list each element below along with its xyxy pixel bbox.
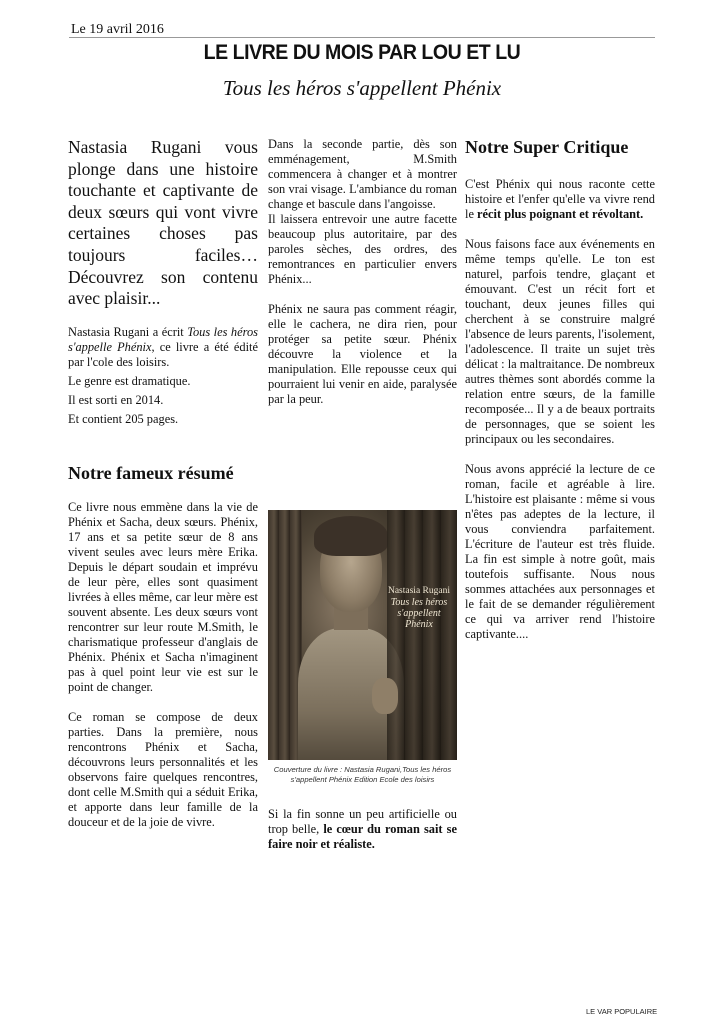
footer-publication: LE VAR POPULAIRE	[586, 1007, 658, 1016]
critique-p1-plain: C'est Phénix qui nous raconte cette histoire et l'enfer qu'elle va vivre rend le	[465, 177, 655, 221]
middle-column-bottom	[268, 807, 457, 852]
page-title: LE LIVRE DU MOIS PAR LOU ET LU	[203, 41, 521, 64]
middle-p4-plain: Si la fin sonne un peu artificielle ou trop belle,	[268, 807, 457, 836]
cover-curtain-left	[268, 510, 302, 760]
critique-paragraph-1	[465, 177, 655, 222]
cover-caption: Couverture du livre : Nastasia Rugani,Tous les héros s'appellent Phénix Edition Ecole des loisirs	[273, 765, 452, 784]
cover-figure-hand	[372, 678, 398, 714]
book-info-author-line	[68, 325, 258, 370]
book-info	[68, 325, 258, 427]
cover-figure-hair	[314, 516, 388, 556]
critique-paragraph-2: Nous faisons face aux événements en même temps qu'elle. Le ton est naturel, parfois tendre, glaçant et émouvant. C'est un récit fort et touchant, deux jeunes filles qui cherchent à se construire malgré l'absence de leurs parents, l'isolement, l'adolescence. Il traite un sujet très délicat : la maltraitance. De nombreux autres thèmes sont abordés comme la relation entre sœurs, de la famille recomposée... Il y a de beaux portraits de personnages, que se soient les principaux ou les secondaires.	[465, 237, 655, 446]
middle-p4-bold: le cœur du roman sait se faire noir et réaliste.	[268, 822, 457, 851]
publication-date: Le 19 avril 2016	[71, 22, 164, 37]
info-book-title: Tous les héros s'appelle Phénix	[68, 325, 259, 354]
resume-heading: Notre fameux résumé	[68, 463, 234, 483]
header-rule	[69, 37, 655, 38]
info-line-before: Nastasia Rugani a écrit	[68, 325, 188, 339]
info-line-after: , ce livre a été édité par l'cole des loisirs.	[68, 340, 258, 369]
intro-lead-text: Nastasia Rugani vous plonge dans une histoire touchante et captivante de deux sœurs qui vont vivre certaines choses pas toujours faciles… Découvrez son contenu avec plaisir...	[68, 137, 258, 309]
book-cover-image	[268, 510, 457, 760]
book-year: Il est sorti en 2014.	[68, 393, 164, 407]
middle-paragraph-2: Il laissera entrevoir une autre facette beaucoup plus autoritaire, par des paroles sèches, des ordres, des remontrances en particulier envers Phénix...	[268, 212, 457, 286]
intro-lead	[68, 137, 258, 310]
book-genre: Le genre est dramatique.	[68, 374, 191, 388]
middle-paragraph-4	[268, 807, 457, 852]
cover-curtain-right	[387, 510, 457, 760]
cover-text	[386, 586, 452, 630]
critique-p1-bold: récit plus poignant et révoltant.	[477, 207, 644, 221]
middle-paragraph-1: Dans la seconde partie, dès son emménagement, M.Smith commencera à changer et à montrer son vrai visage. L'ambiance du roman change et bascule dans l'angoisse.	[268, 137, 457, 211]
resume-paragraph-2: Ce roman se compose de deux parties. Dans la première, nous rencontrons Phénix et Sacha, découvrons leurs personnalités et les observons faire quelques rencontres, dont celle M.Smith qui a séduit Erika, et apporte dans leur famille de la douceur et de la joie de vivre.	[68, 710, 258, 829]
middle-column-top	[268, 137, 457, 407]
book-title-subtitle: Tous les héros s'appellent Phénix	[222, 76, 502, 100]
cover-title: Tous les héros s'appellent Phénix	[390, 597, 448, 630]
resume-section	[68, 500, 258, 830]
resume-paragraph-1: Ce livre nous emmène dans la vie de Phénix et Sacha, deux sœurs. Phénix, 17 ans et sa petite sœur de 8 ans vivent seules avec leurs mère Erika. Depuis le départ soudain et imprévu de leur père, elles sont quasiment livrées à elles même, car leur mère est souvent absente. Les deux sœurs vont rencontrer sur leur route M.Smith, le charismatique professeur d'anglais de Phénix. Phénix et Sacha n'imaginent pas à quel point leur vie est sur le point de changer.	[68, 500, 258, 694]
critique-paragraph-3: Nous avons apprécié la lecture de ce roman, facile et agréable à lire. L'histoire est plaisante : même si vous n'êtes pas adeptes de la lecture, il vous conviendra parfaitement. L'écriture de l'auteur est très fluide. La fin est simple à notre goût, mais toutefois suffisante. Nous nous sommes attachées aux personnages et le fait de se demander régulièrement ce qui va arriver rend l'histoire captivante....	[465, 462, 655, 641]
critique-heading: Notre Super Critique	[465, 137, 629, 157]
book-pages: Et contient 205 pages.	[68, 412, 179, 426]
critique-section	[465, 177, 655, 642]
cover-author: Nastasia Rugani	[387, 586, 450, 596]
middle-paragraph-3: Phénix ne saura pas comment réagir, elle le cachera, ne dira rien, pour protéger sa petite sœur. Phénix découvre la violence et la manipulation. Elle repousse ceux qui pourraient lui venir en aide, paralysée par la peur.	[268, 302, 457, 406]
